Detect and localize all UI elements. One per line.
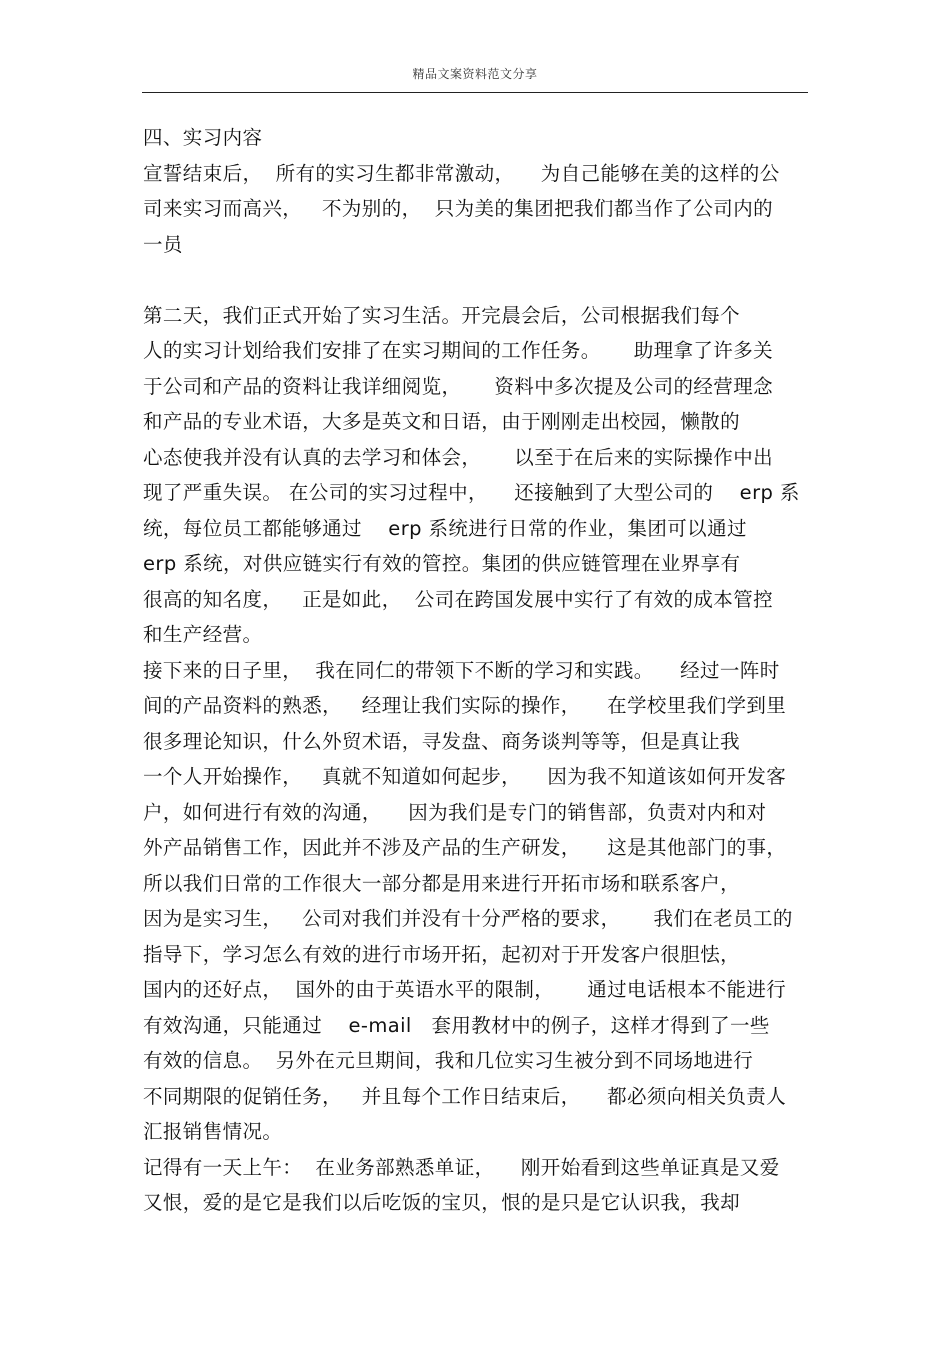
text-line: 现了严重失误。 在公司的实习过程中， 还接触到了大型公司的 erp 系 [143, 481, 800, 504]
text-line: 一个人开始操作， 真就不知道如何起步， 因为我不知道该如何开发客 [143, 765, 787, 788]
text-line: 记得有一天上午： 在业务部熟悉单证， 刚开始看到这些单证真是又爱 [143, 1155, 780, 1179]
page-header [142, 64, 808, 93]
blank-line [143, 262, 813, 298]
text-line: 国内的还好点， 国外的由于英语水平的限制， 通过电话根本不能进行 [143, 978, 787, 1001]
text-line: 又恨，爱的是它是我们以后吃饭的宝贝，恨的是只是它认识我，我却 [143, 1191, 741, 1214]
text-line: 不同期限的促销任务， 并且每个工作日结束后， 都必须向相关负责人 [143, 1084, 787, 1108]
header-text: 精品文案资料范文分享 [412, 67, 538, 81]
text-line: 外产品销售工作，因此并不涉及产品的生产研发， 这是其他部门的事， [143, 836, 787, 859]
text-line: 统，每位员工都能够通过 erp 系统进行日常的作业，集团可以通过 [143, 516, 747, 540]
text-line: 有效的信息。 另外在元旦期间，我和几位实习生被分到不同场地进行 [143, 1049, 754, 1072]
text-line: 和生产经营。 [143, 623, 263, 646]
text-line: 司来实习而高兴， 不为别的， 只为美的集团把我们都当作了公司内的 [143, 197, 773, 220]
text-line: 所以我们日常的工作很大一部分都是用来进行开拓市场和联系客户， [143, 871, 741, 895]
text-line: 和产品的专业术语，大多是英文和日语，由于刚刚走出校园，懒散的 [143, 410, 741, 433]
document-body [143, 120, 813, 1221]
text-line: 户，如何进行有效的沟通， 因为我们是专门的销售部，负责对内和对 [143, 800, 767, 824]
text-line: 人的实习计划给我们安排了在实习期间的工作任务。 助理拿了许多关 [143, 339, 773, 362]
text-line: 一员 [143, 232, 183, 256]
text-line: 很多理论知识，什么外贸术语，寻发盘、商务谈判等等，但是真让我 [143, 729, 741, 753]
text-line: 有效沟通，只能通过 e-mail 套用教材中的例子，这样才得到了一些 [143, 1013, 770, 1037]
text-line: 指导下，学习怎么有效的进行市场开拓，起初对于开发客户很胆怯， [143, 942, 741, 966]
text-line: 因为是实习生， 公司对我们并没有十分严格的要求， 我们在老员工的 [143, 907, 793, 930]
text-line: 第二天，我们正式开始了实习生活。开完晨会后，公司根据我们每个 [143, 303, 741, 327]
text-line: 汇报销售情况。 [143, 1120, 283, 1143]
text-line: erp 系统，对供应链实行有效的管控。集团的供应链管理在业界享有 [143, 552, 741, 575]
text-line: 接下来的日子里， 我在同仁的带领下不断的学习和实践。 经过一阵时 [143, 658, 780, 682]
text-line: 间的产品资料的熟悉， 经理让我们实际的操作， 在学校里我们学到里 [143, 694, 787, 717]
text-line: 于公司和产品的资料让我详细阅览， 资料中多次提及公司的经营理念 [143, 374, 773, 398]
text-line: 很高的知名度， 正是如此， 公司在跨国发展中实行了有效的成本管控 [143, 587, 773, 611]
text-line: 心态使我并没有认真的去学习和体会， 以至于在后来的实际操作中出 [143, 445, 773, 469]
text-line: 四、实习内容 [143, 126, 263, 149]
text-line: 宣誓结束后， 所有的实习生都非常激动， 为自己能够在美的这样的公 [143, 161, 780, 185]
